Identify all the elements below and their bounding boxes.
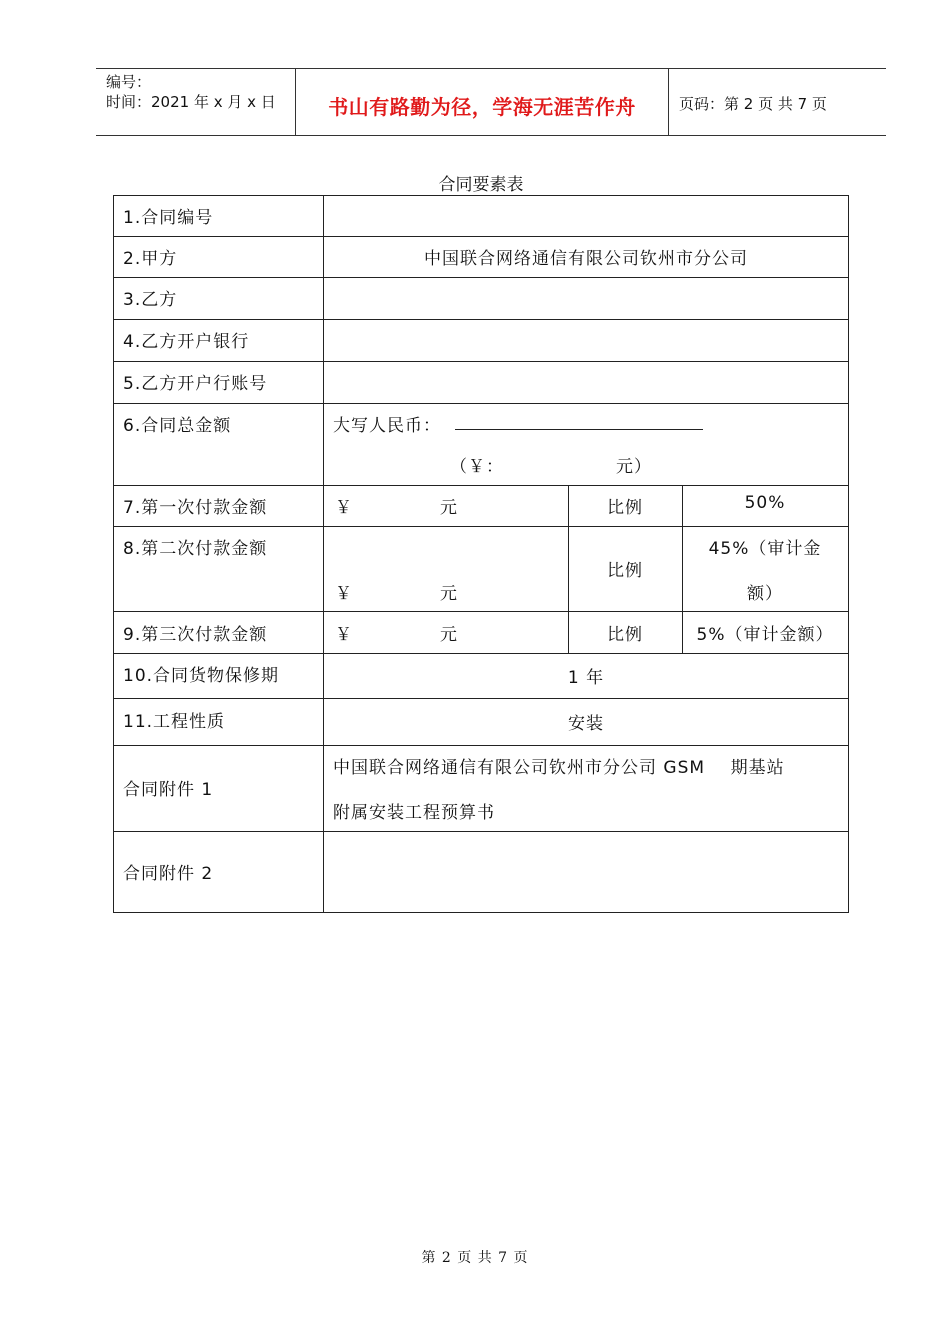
row-divider (114, 403, 848, 404)
header-page-cell (669, 69, 886, 135)
third-payment-ratio: 5%（审计金额） (696, 625, 834, 645)
row-label-party-a: 2.甲方 (123, 249, 178, 269)
row-divider (114, 611, 848, 612)
value-attachment-1-line2: 附属安装工程预算书 (333, 803, 495, 823)
row-divider (114, 698, 848, 699)
header-meta-cell (96, 69, 296, 135)
row-label-party-b: 3.乙方 (123, 290, 178, 310)
value-warranty: 1 年 (567, 668, 605, 688)
row-divider (114, 485, 848, 486)
row-label-project-nature: 11.工程性质 (123, 712, 226, 732)
row-label-attachment-2: 合同附件 2 (123, 864, 214, 884)
page-header (96, 68, 886, 136)
row-label-second-payment: 8.第二次付款金额 (123, 539, 268, 559)
row-divider (114, 831, 848, 832)
value-attachment-1-line1: 中国联合网络通信有限公司钦州市分公司 GSM 期基站 (333, 758, 785, 778)
third-payment-unit: 元 (440, 625, 458, 645)
row-label-total-amount: 6.合同总金额 (123, 416, 232, 436)
row-divider (114, 319, 848, 320)
document-time-label: 时间：2021 年 x 月 x 日 (106, 93, 276, 111)
row-label-party-b-bank: 4.乙方开户银行 (123, 332, 250, 352)
document-number-label: 编号： (106, 73, 152, 91)
capital-amount-underline (455, 429, 703, 430)
first-payment-ratio-label: 比例 (607, 498, 643, 518)
row-label-attachment-1: 合同附件 1 (123, 780, 214, 800)
header-motto-cell (296, 69, 669, 135)
row-divider (114, 653, 848, 654)
row-divider (114, 526, 848, 527)
first-payment-currency: ￥ (335, 498, 353, 518)
row-label-contract-number: 1.合同编号 (123, 208, 214, 228)
capital-amount-label: 大写人民币： (333, 416, 441, 436)
row-divider (114, 745, 848, 746)
second-payment-ratio-line1: 45%（审计金 (708, 539, 822, 559)
row-divider (114, 361, 848, 362)
row-divider (114, 236, 848, 237)
second-payment-currency: ￥ (335, 584, 353, 604)
first-payment-ratio: 50% (744, 493, 786, 513)
column-divider (323, 196, 324, 912)
amount-open-label: （￥： (450, 457, 504, 477)
amount-close-label: 元） (616, 457, 652, 477)
third-payment-ratio-label: 比例 (607, 625, 643, 645)
page-footer-number: 第 2 页 共 7 页 (421, 1250, 529, 1266)
first-payment-unit: 元 (440, 498, 458, 518)
contract-elements-table (113, 195, 849, 913)
second-payment-unit: 元 (440, 584, 458, 604)
second-payment-ratio-label: 比例 (607, 561, 643, 581)
value-project-nature: 安装 (568, 714, 604, 734)
row-label-third-payment: 9.第三次付款金额 (123, 625, 268, 645)
header-motto: 书山有路勤为径，学海无涯苦作舟 (328, 95, 636, 119)
value-party-a: 中国联合网络通信有限公司钦州市分公司 (424, 249, 748, 269)
second-payment-ratio-line2: 额） (747, 584, 783, 604)
header-page-number: 页码：第 2 页 共 7 页 (679, 95, 827, 113)
row-label-party-b-account: 5.乙方开户行账号 (123, 374, 268, 394)
row-label-first-payment: 7.第一次付款金额 (123, 498, 268, 518)
table-title: 合同要素表 (438, 175, 524, 195)
row-divider (114, 277, 848, 278)
row-label-warranty: 10.合同货物保修期 (123, 666, 280, 686)
third-payment-currency: ￥ (335, 625, 353, 645)
